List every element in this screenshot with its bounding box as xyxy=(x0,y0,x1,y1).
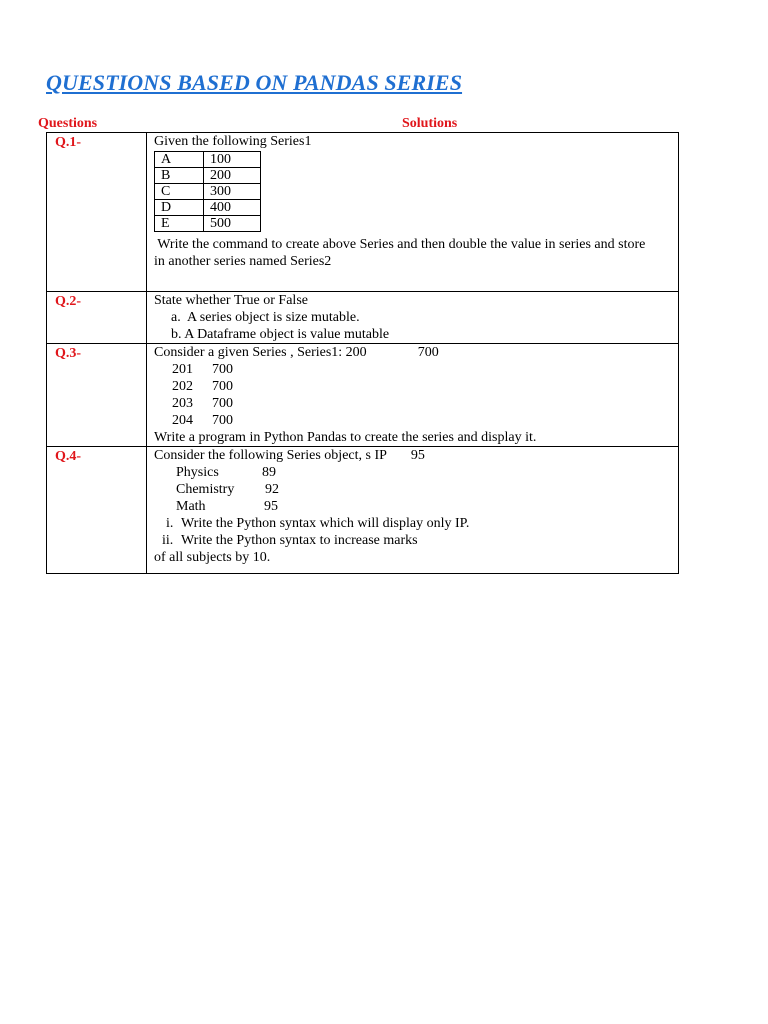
series-value: 100 xyxy=(204,152,261,168)
list-marker: a. xyxy=(171,310,181,325)
series-value: 700 xyxy=(417,345,439,360)
question-intro: State whether True or False xyxy=(154,293,308,308)
series-table xyxy=(154,151,261,232)
question-content xyxy=(147,133,679,292)
series-value: 500 xyxy=(204,216,261,232)
question-label: Q.2- xyxy=(47,292,147,344)
question-content xyxy=(147,447,679,574)
subject-name: Math xyxy=(176,499,206,514)
question-row-4 xyxy=(47,447,679,574)
series-index: 201 xyxy=(172,362,193,377)
question-intro: Consider a given Series , Series1: 200 xyxy=(154,345,367,360)
table-row xyxy=(155,184,261,200)
question-label: Q.4- xyxy=(47,447,147,574)
series-value: 400 xyxy=(204,200,261,216)
series-value: 300 xyxy=(204,184,261,200)
series-key: E xyxy=(155,216,204,232)
question-label: Q.1- xyxy=(47,133,147,292)
table-row xyxy=(155,152,261,168)
question-label: Q.3- xyxy=(47,344,147,447)
question-intro: Consider the following Series object, s IP xyxy=(154,448,387,463)
question-content xyxy=(147,292,679,344)
series-value: 700 xyxy=(212,413,233,428)
question-row-3 xyxy=(47,344,679,447)
series-value: 200 xyxy=(204,168,261,184)
question-text: Write the command to create above Series and then double the value in series and store xyxy=(154,237,646,252)
question-row-1 xyxy=(47,133,679,292)
list-item: A Dataframe object is value mutable xyxy=(184,327,390,342)
subject-marks: 92 xyxy=(265,482,279,497)
series-index: 204 xyxy=(172,413,193,428)
questions-header: Questions xyxy=(38,116,98,131)
list-marker: b. xyxy=(171,327,182,342)
series-key: C xyxy=(155,184,204,200)
series-value: 700 xyxy=(212,396,233,411)
solutions-header: Solutions xyxy=(402,116,458,131)
page-title: QUESTIONS BASED ON PANDAS SERIES xyxy=(46,70,463,95)
series-value: 95 xyxy=(410,448,425,463)
table-row xyxy=(155,216,261,232)
series-key: D xyxy=(155,200,204,216)
table-row xyxy=(155,200,261,216)
question-content xyxy=(147,344,679,447)
table-row xyxy=(155,168,261,184)
list-item: Write the Python syntax to increase marks xyxy=(181,533,418,548)
question-text: Write a program in Python Pandas to create the series and display it. xyxy=(154,430,537,445)
series-index: 202 xyxy=(172,379,193,394)
subject-marks: 89 xyxy=(262,465,276,480)
series-key: A xyxy=(155,152,204,168)
list-marker: ii. xyxy=(162,533,174,548)
list-item: A series object is size mutable. xyxy=(186,310,360,325)
subject-name: Physics xyxy=(176,465,219,480)
series-value: 700 xyxy=(212,362,233,377)
list-marker: i. xyxy=(166,516,174,531)
question-text: in another series named Series2 xyxy=(154,254,332,269)
question-text: of all subjects by 10. xyxy=(154,550,271,565)
questions-table xyxy=(46,132,679,574)
list-item: Write the Python syntax which will display only IP. xyxy=(181,516,470,531)
question-row-2 xyxy=(47,292,679,344)
series-index: 203 xyxy=(172,396,193,411)
series-value: 700 xyxy=(212,379,233,394)
subject-marks: 95 xyxy=(264,499,278,514)
series-key: B xyxy=(155,168,204,184)
question-intro: Given the following Series1 xyxy=(154,134,312,149)
subject-name: Chemistry xyxy=(176,482,235,497)
